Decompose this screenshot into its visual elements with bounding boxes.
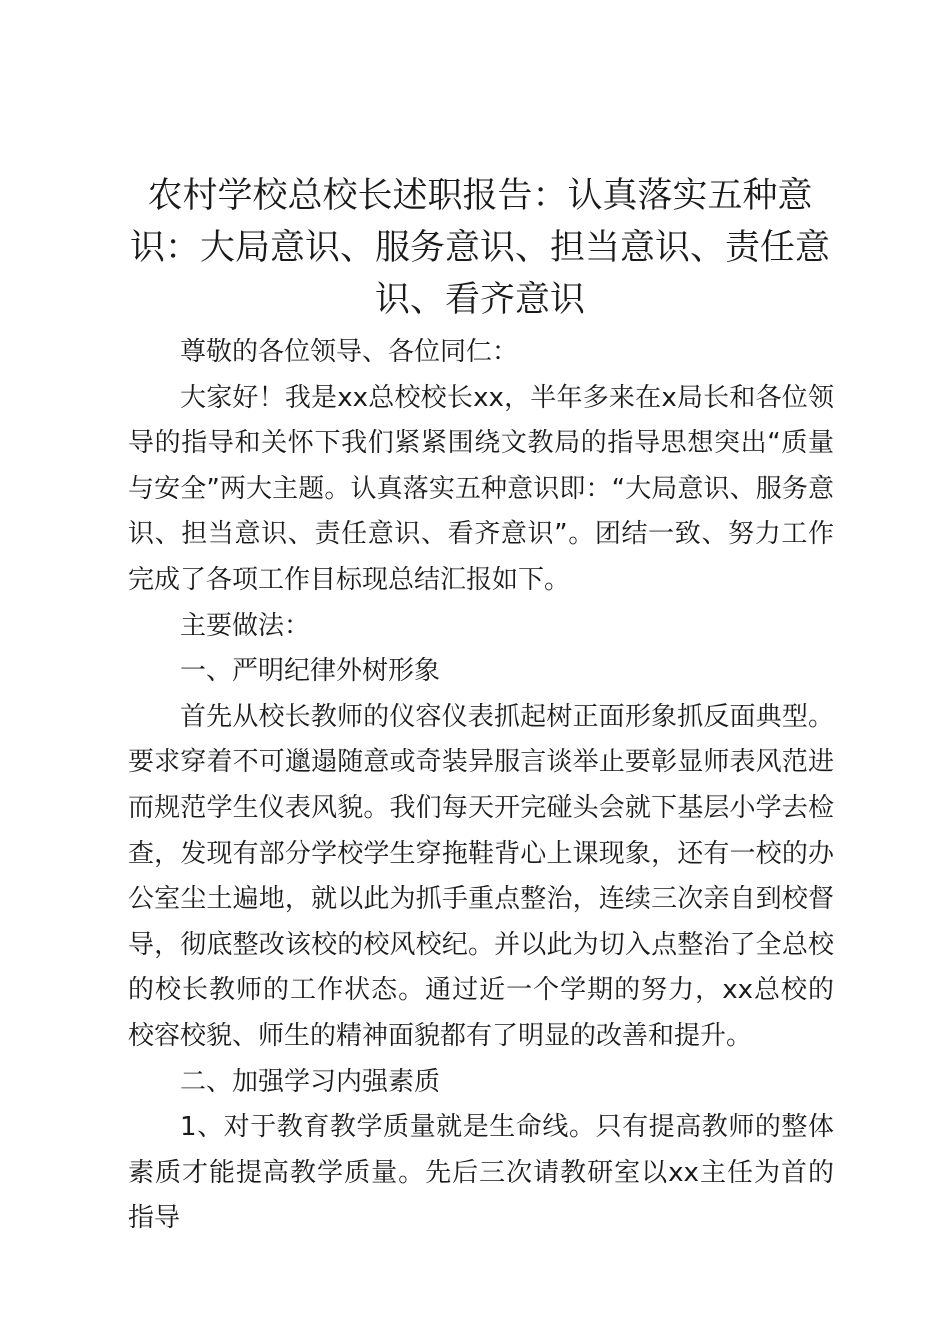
document-body: [128, 330, 834, 1242]
section-2-paragraph: 1、对于教育教学质量就是生命线。只有提高教师的整体素质才能提高教学质量。先后三次请教研室以xx主任为首的指导: [128, 1112, 834, 1234]
section-1-paragraph: 首先从校长教师的仪容仪表抓起树正面形象抓反面典型。要求穿着不可邋遢随意或奇装异服言谈举止要彰显师表风范进而规范学生仪表风貌。我们每天开完碰头会就下基层小学去检查，发现有部分学校学生穿拖鞋背心上课现象，还有一校的办公室尘土遍地，就以此为抓手重点整治，连续三次亲自到校督导，彻底整改该校的校风校纪。并以此为切入点整治了全总校的校长教师的工作状态。通过近一个学期的努力，xx总校的校容校貌、师生的精神面貌都有了明显的改善和提升。: [128, 701, 834, 1051]
section-heading-2: 二、加强学习内强素质: [180, 1066, 441, 1097]
section-heading-1: 一、严明纪律外树形象: [180, 656, 441, 687]
document-title: 农村学校总校长述职报告：认真落实五种意识：大局意识、服务意识、担当意识、责任意识、看齐意识: [129, 176, 830, 320]
salutation: 尊敬的各位领导、各位同仁：: [180, 337, 519, 367]
section-heading-main-methods: 主要做法：: [180, 610, 311, 641]
opening-paragraph: 大家好！我是xx总校校长xx，半年多来在x局长和各位领导的指导和关怀下我们紧紧围绕文教局的指导思想突出“质量与安全”两大主题。认真落实五种意识即：“大局意识、服务意识、担当意识、责任意识、看齐意识”。团结一致、努力工作完成了各项工作目标现总结汇报如下。: [128, 382, 834, 595]
